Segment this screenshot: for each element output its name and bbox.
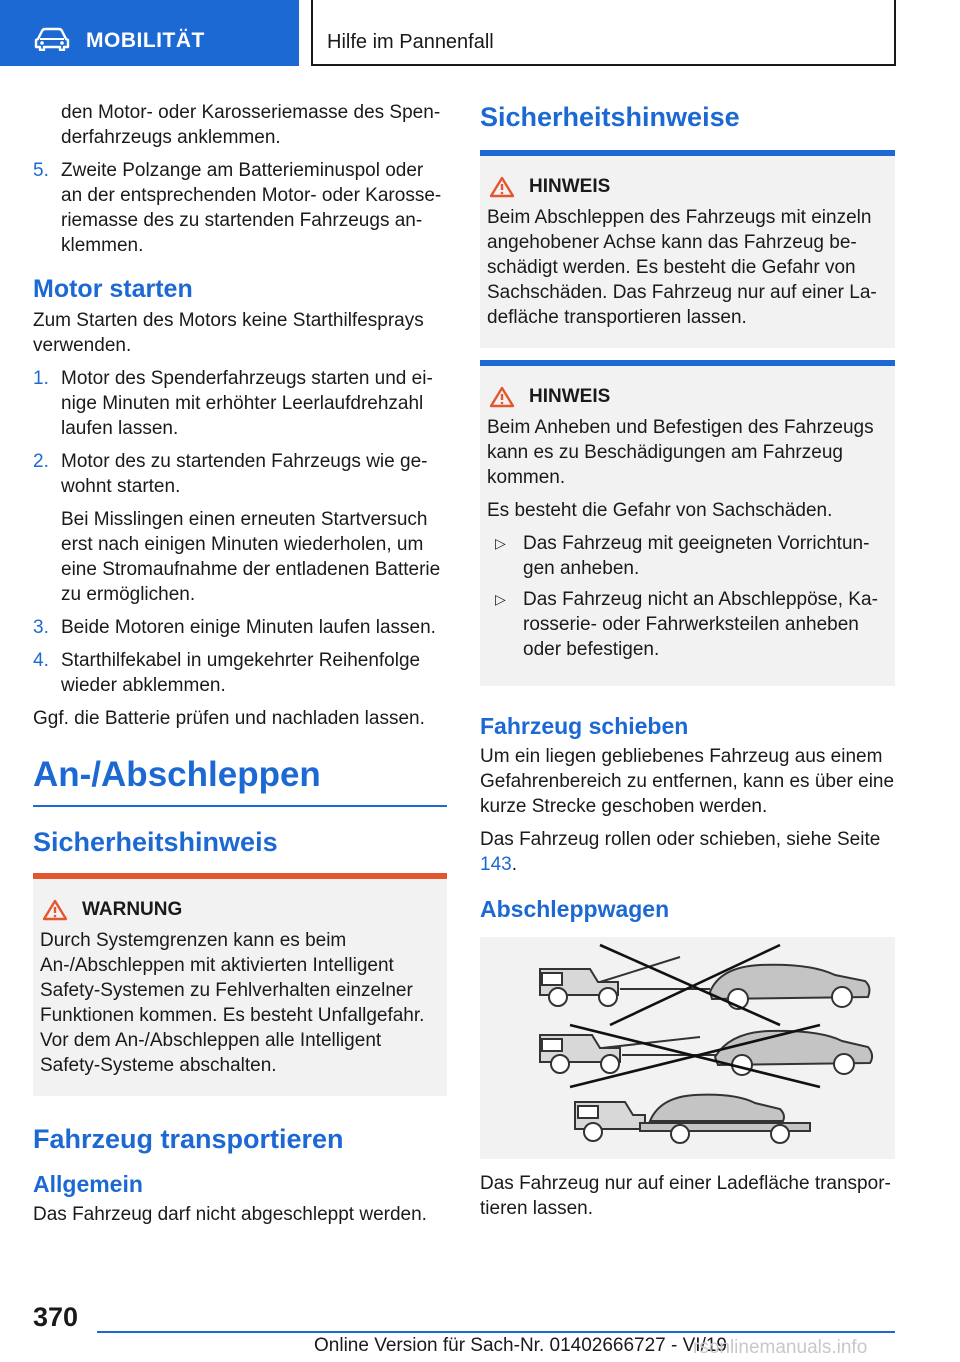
footer-text: Online Version für Sach-Nr. 01402666727 - VI/19 <box>314 1335 727 1356</box>
page-link[interactable]: 143 <box>480 854 512 875</box>
step-item <box>33 615 447 640</box>
motor-starten-heading: Motor starten <box>33 275 193 303</box>
motor-intro-text: Zum Starten des Motors keine Starthilfesprays verwenden. <box>33 310 424 356</box>
transport-heading: Fahrzeug transportieren <box>33 1124 344 1154</box>
tow-truck-diagram <box>480 937 895 1159</box>
chapter-label: Hilfe im Pannenfall <box>327 31 494 53</box>
step-item <box>33 449 447 607</box>
allgemein-text: Das Fahrzeug darf nicht abgeschleppt werden. <box>33 1204 427 1225</box>
motor-end-text: Ggf. die Batterie prüfen und nachladen lassen. <box>33 708 425 729</box>
abschleppwagen-heading: Abschleppwagen <box>480 896 670 922</box>
step-text: Starthilfekabel in umgekehrter Reihenfolge wieder abklemmen. <box>61 650 421 696</box>
abschleppen-heading: An-/Abschleppen <box>33 753 447 807</box>
notice-text: Beim Anheben und Befestigen des Fahrzeugs kann es zu Beschädigungen am Fahrzeug kommen. <box>487 417 874 488</box>
bullet-triangle-icon: ▷ <box>495 535 506 551</box>
step-item <box>33 648 447 698</box>
step-number: 3. <box>33 617 49 638</box>
notice-text: Beim Abschleppen des Fahrzeugs mit einzeln angehobener Achse kann das Fahrzeug beschädigt werden. Es besteht die Gefahr von Sachschäden. Das Fahrzeug nur auf einer Ladefläche transportieren lassen. <box>487 207 877 328</box>
bullet-text: Das Fahrzeug nicht an Abschleppöse, Karosserie- oder Fahrwerksteilen anheben oder befestigen. <box>523 589 878 660</box>
watermark: rsonlinemanuals.info <box>693 1337 868 1358</box>
schieben-ref-text <box>480 827 895 877</box>
schieben-text: Um ein liegen gebliebenes Fahrzeug aus einem Gefahrenbereich zu entfernen, kann es über eine kurze Strecke geschoben werden. <box>480 746 895 817</box>
notice-label: HINWEIS <box>529 386 611 407</box>
bullet-item <box>487 587 888 662</box>
left-column <box>33 100 447 1235</box>
tow-truck-illustration <box>480 937 895 1159</box>
step-text: Motor des zu startenden Fahrzeugs wie gewohnt starten. <box>61 451 428 497</box>
warning-text: Durch Systemgrenzen kann es beim An-/Abschleppen mit aktivierten Intelligent Safety-Systemen zu Fehlverhalten einzelner Funktionen kommen. Es besteht Unfallgefahr. Vor dem An-/Abschleppen alle Intelligent Safety-Systeme abschalten. <box>40 930 425 1076</box>
step-text: Beide Motoren einige Minuten laufen lassen. <box>61 617 436 638</box>
abschleppwagen-caption: Das Fahrzeug nur auf einer Ladefläche transportieren lassen. <box>480 1173 891 1219</box>
step-text: Motor des Spenderfahrzeugs starten und einige Minuten mit erhöhter Leerlaufdrehzahl laufen lassen. <box>61 368 433 439</box>
notice-header <box>487 174 888 199</box>
warning-box <box>33 873 447 1096</box>
schieben-ref-prefix: Das Fahrzeug rollen oder schieben, siehe Seite <box>480 829 881 850</box>
chapter-header <box>311 0 896 66</box>
car-icon <box>34 27 70 51</box>
step-subtext: Bei Misslingen einen erneuten Startversuch erst nach einigen Minuten wiederholen, um eine Stromaufnahme der entladenen Batterie zu ermöglichen. <box>61 509 441 605</box>
flatbed-truck <box>575 1095 810 1143</box>
bullet-item <box>487 531 888 581</box>
step-content <box>61 449 447 607</box>
bullet-triangle-icon: ▷ <box>495 591 506 607</box>
section-label: MOBILITÄT <box>86 29 205 52</box>
step-text: Zweite Polzange am Batterieminuspol oder an der entsprechenden Motor- oder Karosseriemasse des zu startenden Fahrzeugs anklemmen. <box>61 160 442 256</box>
allgemein-heading: Allgemein <box>33 1171 143 1197</box>
warning-label: WARNUNG <box>82 899 183 920</box>
section-tab[interactable] <box>0 0 299 66</box>
notice-header <box>487 384 888 409</box>
warning-triangle-icon <box>489 176 515 198</box>
step-number: 4. <box>33 650 49 671</box>
tow-truck-top <box>540 957 869 1009</box>
notice-box <box>480 360 895 686</box>
step-item <box>33 158 447 258</box>
step-number: 1. <box>33 368 49 389</box>
step-number: 5. <box>33 160 49 181</box>
continued-step-text: den Motor- oder Karosseriemasse des Spenderfahrzeugs anklemmen. <box>61 102 441 148</box>
notice-text: Es besteht die Gefahr von Sachschäden. <box>487 500 833 521</box>
right-column <box>480 100 895 1229</box>
step-item <box>33 366 447 441</box>
footer-divider <box>97 1331 895 1333</box>
page-number: 370 <box>33 1302 79 1332</box>
bullet-text: Das Fahrzeug mit geeigneten Vorrichtungen anheben. <box>523 533 870 579</box>
step-number: 2. <box>33 451 49 472</box>
notice-box <box>480 150 895 348</box>
schieben-ref-suffix: . <box>511 854 517 875</box>
notice-label: HINWEIS <box>529 176 611 197</box>
warning-triangle-icon <box>42 899 68 921</box>
warning-header <box>40 897 440 922</box>
schieben-heading: Fahrzeug schieben <box>480 713 689 739</box>
sicherheitshinweise-heading: Sicherheitshinweise <box>480 102 740 132</box>
sicherheitshinweis-heading: Sicherheitshinweis <box>33 827 278 857</box>
warning-triangle-icon <box>489 386 515 408</box>
